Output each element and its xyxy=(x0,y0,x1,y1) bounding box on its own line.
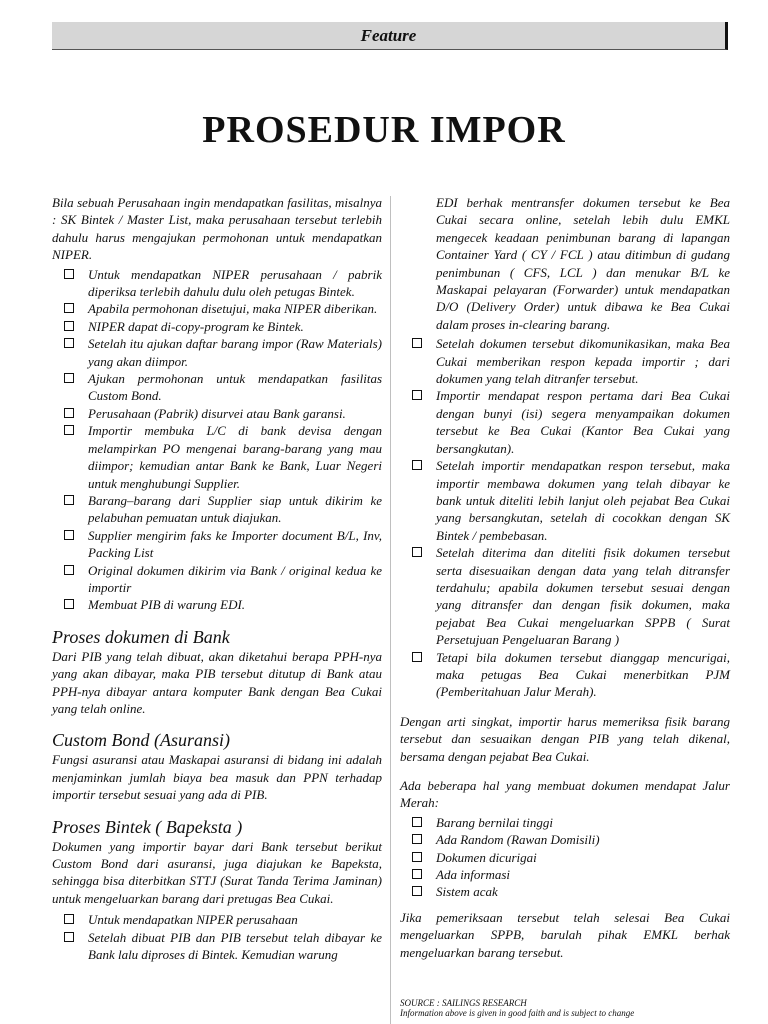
checkbox-bullet-icon xyxy=(64,373,74,383)
checkbox-bullet-icon xyxy=(64,599,74,609)
list-item-text: Ajukan permohonan untuk mendapatkan fasilitas Custom Bond. xyxy=(88,371,382,404)
list-item xyxy=(400,866,730,883)
checkbox-bullet-icon xyxy=(64,932,74,942)
checkbox-bullet-icon xyxy=(64,530,74,540)
list-item-text: Ada Random (Rawan Domisili) xyxy=(436,832,600,848)
list-item-text: Barang–barang dari Supplier siap untuk dikirim ke pelabuhan pemuatan untuk diajukan. xyxy=(88,492,382,526)
list-item-text: Setelah diterima dan diteliti fisik dokumen tersebut serta disesuaikan dengan data yang telah ditransfer terdahulu; apabila dokumen tersebut sesuai dengan yang ditransfer dan dengan fisik dokumen, maka pejabat Bea Cukai mengeluarkan SPPB ( Surat Persetujuan Pengeluaran Barang ) xyxy=(436,545,730,648)
list-item-text: Membuat PIB di warung EDI. xyxy=(88,597,246,613)
list-item-text: Ada informasi xyxy=(436,867,511,883)
bintek-section-text: Dokumen yang importir bayar dari Bank tersebut berikut Custom Bond dari asuransi, juga diajukan ke Bapeksta, sehingga bisa diterbitkan STTJ (Surat Tanda Terima Jaminan) untuk mengeluarkan barang dari pretugas Bea Cukai. xyxy=(52,838,382,906)
checkbox-bullet-icon xyxy=(412,547,422,557)
right-column xyxy=(400,194,730,961)
list-item xyxy=(52,596,382,613)
list-item-text: Importir membuka L/C di bank devisa dengan melampirkan PO mengenai barang-barang yang mau diimpor; kemudian antar Bank ke Bank, Luar Negeri untuk menghubungi Supplier. xyxy=(88,423,382,491)
list-item xyxy=(52,370,382,405)
source-line: SOURCE : SAILINGS RESEARCH xyxy=(400,998,527,1008)
list-item xyxy=(52,492,382,527)
continuation-paragraph: EDI berhak mentransfer dokumen tersebut ke Bea Cukai secara online, setelah lebih dulu EMKL mengecek keadaan penimbunan barang di lapangan Container Yard ( CY / FCL ) atau ditimbun di gudang penimbunan ( CFS, LCL ) dan menukar B/L ke Maskapai pelayaran (Forwarder) untuk mendapatkan D/O (Delivery Order) untuk dibawa ke Bea Cukai dalam proses in-clearing barang. xyxy=(436,195,730,332)
source-footer xyxy=(400,998,730,1018)
page-title: PROSEDUR IMPOR xyxy=(202,109,566,151)
checkbox-bullet-icon xyxy=(412,852,422,862)
list-item-text: Importir mendapat respon pertama dari Bea Cukai dengan bunyi (isi) segera menyampaikan dokumen tersebut ke Bea Cukai (Kantor Bea Cukai yang bersangkutan). xyxy=(436,388,730,456)
checkbox-bullet-icon xyxy=(412,834,422,844)
list-item-text: Tetapi bila dokumen tersebut dianggap mencurigai, maka petugas Bea Cukai menerbitkan PJM (Pemberitahuan Jalur Merah). xyxy=(436,649,730,700)
left-column xyxy=(52,194,382,963)
list-item-text: Setelah itu ajukan daftar barang impor (Raw Materials) yang akan diimpor. xyxy=(88,336,382,369)
niper-steps-list xyxy=(52,266,382,614)
list-item xyxy=(52,405,382,422)
summary-paragraph: Dengan arti singkat, importir harus memeriksa fisik barang tersebut dan sesuaikan dengan PIB yang telah dikenal, bersama dengan pejabat Bea Cukai. xyxy=(400,713,730,764)
red-lane-intro: Ada beberapa hal yang membuat dokumen mendapat Jalur Merah: xyxy=(400,778,730,811)
checkbox-bullet-icon xyxy=(64,914,74,924)
list-item xyxy=(52,422,382,492)
checkbox-bullet-icon xyxy=(64,408,74,418)
disclaimer-line: Information above is given in good faith and is subject to change xyxy=(400,1008,635,1018)
bank-section-text: Dari PIB yang telah dibuat, akan diketahui berapa PPH-nya yang akan dibayar, maka PIB tersebut ditutup di Bank atau PPH-nya dibayar antara komputer Bank dengan Bea Cukai yang telah online. xyxy=(52,648,382,716)
bintek-section-heading: Proses Bintek ( Bapeksta ) xyxy=(52,816,243,837)
checkbox-bullet-icon xyxy=(64,338,74,348)
list-item xyxy=(52,562,382,597)
list-item xyxy=(400,335,730,387)
checkbox-bullet-icon xyxy=(412,652,422,662)
checkbox-bullet-icon xyxy=(64,303,74,313)
bea-cukai-steps-list xyxy=(400,335,730,701)
bond-section-heading: Custom Bond (Asuransi) xyxy=(52,730,231,751)
checkbox-bullet-icon xyxy=(412,886,422,896)
list-item-text: Sistem acak xyxy=(436,884,498,900)
list-item xyxy=(52,300,382,317)
list-item-text: Setelah importir mendapatkan respon tersebut, maka importir membawa dokumen yang telah dibayar ke bank untuk diteliti lebih lanjut oleh pejabat Bea Cukai yang bersangkutan, setelah di cocokkan dengan SK Bintek / pembebasan. xyxy=(436,458,730,543)
red-lane-list xyxy=(400,814,730,901)
bond-section-text: Fungsi asuransi atau Maskapai asuransi di bidang ini adalah menjaminkan jumlah biaya bea masuk dan PPN terhadap importir tersebut sesuai yang ada di PIB. xyxy=(52,752,382,803)
list-item xyxy=(52,335,382,370)
list-item xyxy=(52,911,382,928)
bank-section-heading: Proses dokumen di Bank xyxy=(52,626,230,647)
bintek-steps-list xyxy=(52,911,382,963)
list-item xyxy=(400,831,730,848)
list-item xyxy=(52,318,382,335)
feature-label: Feature xyxy=(360,26,417,45)
list-item xyxy=(52,929,382,964)
checkbox-bullet-icon xyxy=(64,269,74,279)
checkbox-bullet-icon xyxy=(412,390,422,400)
list-item xyxy=(400,544,730,648)
feature-banner xyxy=(52,22,728,50)
list-item-text: Original dokumen dikirim via Bank / original kedua ke importir xyxy=(88,562,382,595)
list-item-text: Untuk mendapatkan NIPER perusahaan / pabrik diperiksa terlebih dahulu dulu oleh petugas Bintek. xyxy=(88,266,382,300)
list-item-text: Dokumen dicurigai xyxy=(436,849,537,865)
list-item xyxy=(400,849,730,866)
list-item xyxy=(400,814,730,831)
list-item-text: Perusahaan (Pabrik) disurvei atau Bank garansi. xyxy=(88,405,346,421)
list-item-text: Apabila permohonan disetujui, maka NIPER diberikan. xyxy=(88,301,378,317)
list-item xyxy=(400,387,730,457)
list-item-text: Setelah dokumen tersebut dikomunikasikan, maka Bea Cukai memberikan respon kepada importir ; dari dokumen yang telah ditranfer tersebut. xyxy=(436,336,730,387)
closing-paragraph: Jika pemeriksaan tersebut telah selesai Bea Cukai mengeluarkan SPPB, barulah pihak EMKL berhak mengeluarkan barang tersebut. xyxy=(400,909,730,960)
list-item xyxy=(52,527,382,562)
checkbox-bullet-icon xyxy=(412,869,422,879)
list-item-text: NIPER dapat di-copy-program ke Bintek. xyxy=(88,318,304,334)
checkbox-bullet-icon xyxy=(64,425,74,435)
list-item xyxy=(400,649,730,701)
checkbox-bullet-icon xyxy=(412,338,422,348)
checkbox-bullet-icon xyxy=(64,495,74,505)
list-item-text: Setelah dibuat PIB dan PIB tersebut telah dibayar ke Bank lalu diproses di Bintek. Kemudian warung xyxy=(88,929,382,963)
list-item-text: Supplier mengirim faks ke Importer document B/L, Inv, Packing List xyxy=(88,527,382,561)
checkbox-bullet-icon xyxy=(412,817,422,827)
list-item-text: Barang bernilai tinggi xyxy=(436,814,553,830)
list-item xyxy=(400,883,730,900)
intro-paragraph: Bila sebuah Perusahaan ingin mendapatkan fasilitas, misalnya : SK Bintek / Master List, maka perusahaan tersebut terlebih dahulu harus mengajukan permohonan untuk mendapatkan NIPER. xyxy=(52,195,382,263)
checkbox-bullet-icon xyxy=(64,321,74,331)
list-item xyxy=(52,266,382,301)
list-item xyxy=(400,457,730,544)
checkbox-bullet-icon xyxy=(412,460,422,470)
list-item-text: Untuk mendapatkan NIPER perusahaan xyxy=(88,912,298,928)
column-divider xyxy=(390,196,391,1024)
checkbox-bullet-icon xyxy=(64,565,74,575)
